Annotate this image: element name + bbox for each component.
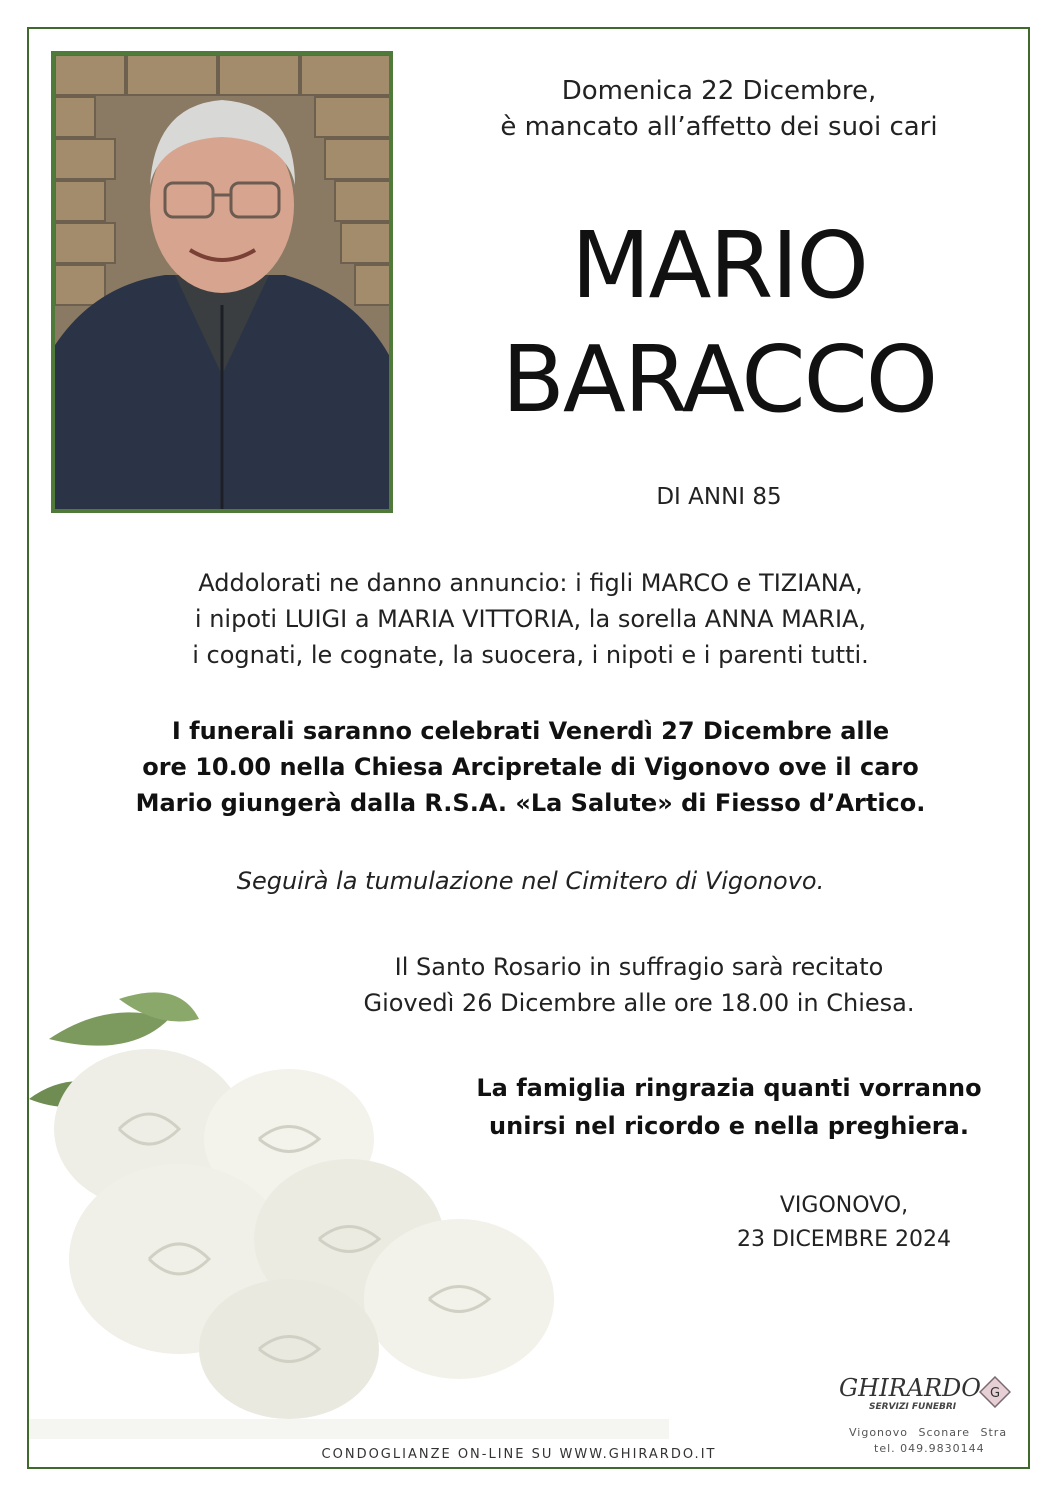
announcement-line-2: i nipoti LUIGI a MARIA VITTORIA, la sorella ANNA MARIA, — [194, 605, 867, 633]
family-thanks — [449, 1069, 1009, 1145]
first-name: MARIO — [571, 212, 867, 319]
white-roses-image — [29, 979, 669, 1439]
place-date — [709, 1189, 979, 1257]
portrait-photo — [51, 51, 393, 513]
logo-name: GHIRARDO — [839, 1374, 981, 1402]
online-condolences-link[interactable]: CONDOGLIANZE ON-LINE SU WWW.GHIRARDO.IT — [321, 1447, 717, 1462]
funeral-line-2: ore 10.00 nella Chiesa Arcipretale di Vigonovo ove il caro — [142, 753, 919, 781]
funeral-home-logo — [819, 1374, 1019, 1469]
logo-diamond-icon — [979, 1376, 1011, 1408]
announcement-line-3: i cognati, le cognate, la suocera, i nipoti e i parenti tutti. — [192, 641, 869, 669]
funeral-info — [69, 713, 992, 821]
place: VIGONOVO, — [779, 1193, 909, 1218]
rosary-line-2: Giovedì 26 Dicembre alle ore 18.00 in Chiesa. — [363, 989, 915, 1017]
deceased-name — [409, 209, 1029, 437]
roses-illustration — [29, 979, 669, 1439]
funeral-line-1: I funerali saranno celebrati Venerdì 27 Dicembre alle — [171, 717, 890, 745]
intro-line-2: è mancato all’affetto dei suoi cari — [500, 112, 938, 142]
announcement-line-1: Addolorati ne danno annuncio: i figli MARCO e TIZIANA, — [198, 569, 863, 597]
logo-subtitle: SERVIZI FUNEBRI — [869, 1402, 957, 1412]
intro-line-1: Domenica 22 Dicembre, — [561, 76, 877, 106]
thanks-line-1: La famiglia ringrazia quanti vorranno — [476, 1074, 982, 1102]
logo-letter: G — [989, 1386, 1001, 1401]
age-text: DI ANNI 85 — [656, 484, 782, 510]
last-name: BARACCO — [501, 326, 937, 433]
thanks-line-2: unirsi nel ricordo e nella preghiera. — [489, 1112, 969, 1140]
date: 23 DICEMBRE 2024 — [737, 1227, 951, 1252]
portrait-image — [55, 55, 389, 509]
obituary-frame — [27, 27, 1030, 1469]
funeral-line-3: Mario giungerà dalla R.S.A. «La Salute» di Fiesso d’Artico. — [135, 789, 926, 817]
announcement — [69, 565, 992, 673]
rosary-line-1: Il Santo Rosario in suffragio sarà recitato — [394, 953, 884, 981]
logo-phone: tel. 049.9830144 — [874, 1442, 985, 1455]
burial-info: Seguirà la tumulazione nel Cimitero di Vigonovo. — [236, 867, 825, 895]
logo-towns: Vigonovo Sconare Stra — [849, 1426, 1008, 1439]
intro-text — [429, 73, 1009, 145]
rosary-info — [279, 949, 999, 1021]
